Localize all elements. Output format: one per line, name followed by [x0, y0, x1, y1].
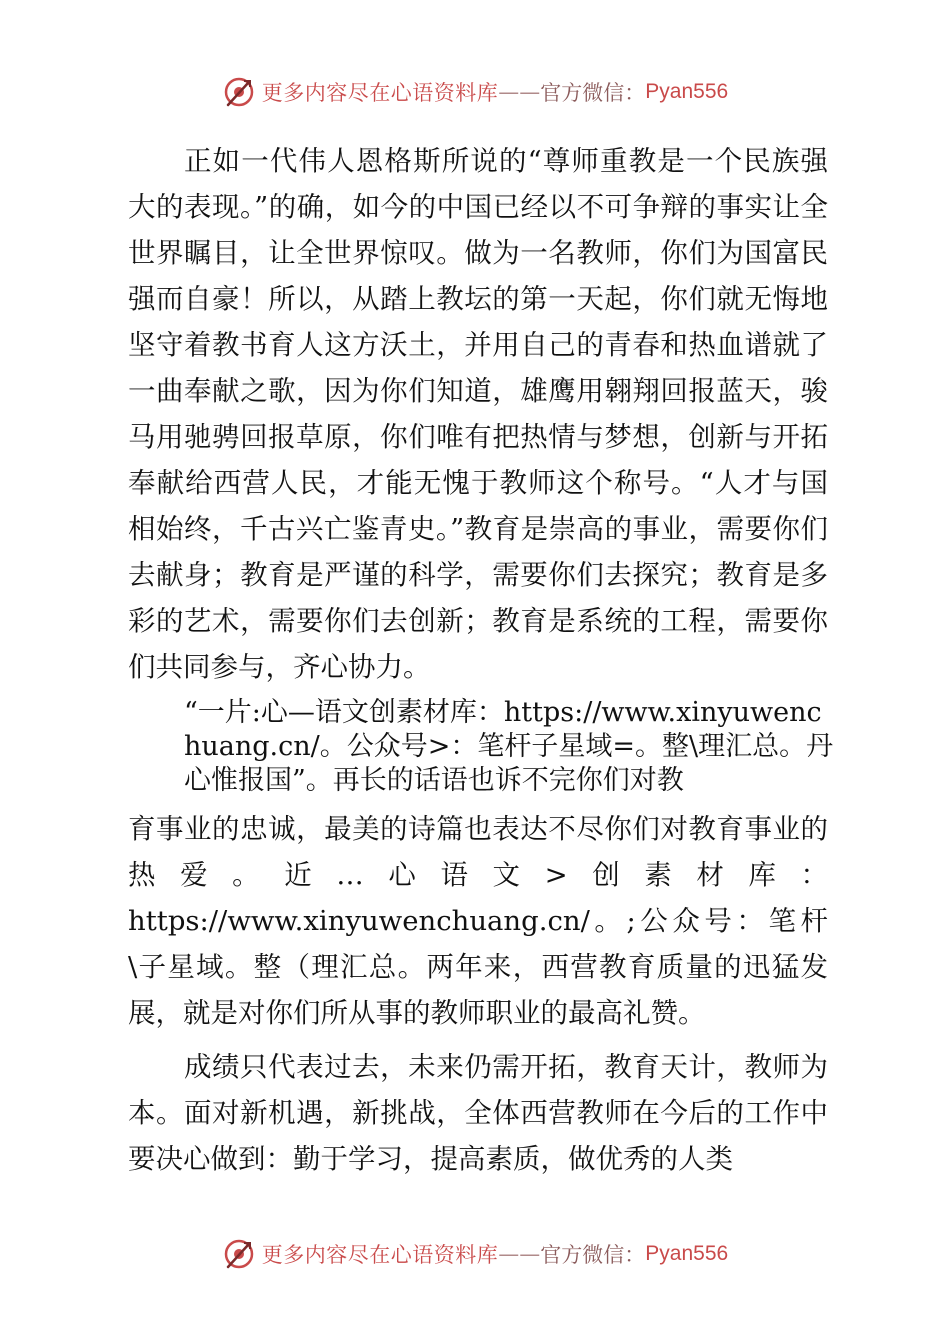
- paragraph-3: 成绩只代表过去，未来仍需开拓，教育天计，教师为本。面对新机遇，新挑战，全体西营教师在今后的工作中要决心做到：勤于学习，提高素质，做优秀的人类: [128, 1051, 828, 1175]
- brand-logo-icon: [222, 1237, 256, 1271]
- header-banner: [0, 72, 950, 112]
- banner-dash: ——: [498, 80, 541, 104]
- paragraph-2: 育事业的忠诚，最美的诗篇也表达不尽你们对教育事业的热爱。近…心语文>创素材库：https://www.xinyuwenchuang.cn/。;公众号：笔杆\子星域。整（理汇总。两年来，西营教育质量的迅猛发展，就是对你们所从事的教师职业的最高礼赞。: [128, 813, 828, 1029]
- quote-block: “一片:心—语文创素材库：https://www.xinyuwenchuang.cn/。公众号>：笔杆子星域=。整\理汇总。丹心惟报国”。再长的话语也诉不完你们对教: [184, 697, 834, 796]
- paragraph-1: 正如一代伟人恩格斯所说的“尊师重教是一个民族强大的表现。”的确，如今的中国已经以不可争辩的事实让全世界瞩目，让全世界惊叹。做为一名教师，你们为国富民强而自豪！所以，从踏上教坛的第一天起，你们就无悔地坚守着教书育人这方沃土，并用自己的青春和热血谱就了一曲奉献之歌，因为你们知道，雄鹰用翱翔回报蓝天，骏马用驰骋回报草原，你们唯有把热情与梦想，创新与开拓奉献给西营人民，才能无愧于教师这个称号。“人才与国相始终，千古兴亡鉴青史。”教育是崇高的事业，需要你们去献身；教育是严谨的科学，需要你们去探究；教育是多彩的艺术，需要你们去创新；教育是系统的工程，需要你们共同参与，齐心协力。: [128, 145, 828, 683]
- banner-title: 更多内容尽在心语资料库: [261, 1243, 499, 1267]
- document-body: [128, 138, 834, 1182]
- banner-wechat-label: 官方微信：: [540, 81, 646, 105]
- banner-wechat-label: 官方微信：: [540, 1243, 646, 1267]
- banner-dash: ——: [498, 1242, 541, 1266]
- banner-wechat-id: Pyan556: [645, 80, 729, 103]
- banner-title: 更多内容尽在心语资料库: [261, 81, 499, 105]
- banner-wechat-id: Pyan556: [645, 1242, 729, 1265]
- brand-logo-icon: [222, 75, 256, 109]
- footer-banner: [0, 1234, 950, 1274]
